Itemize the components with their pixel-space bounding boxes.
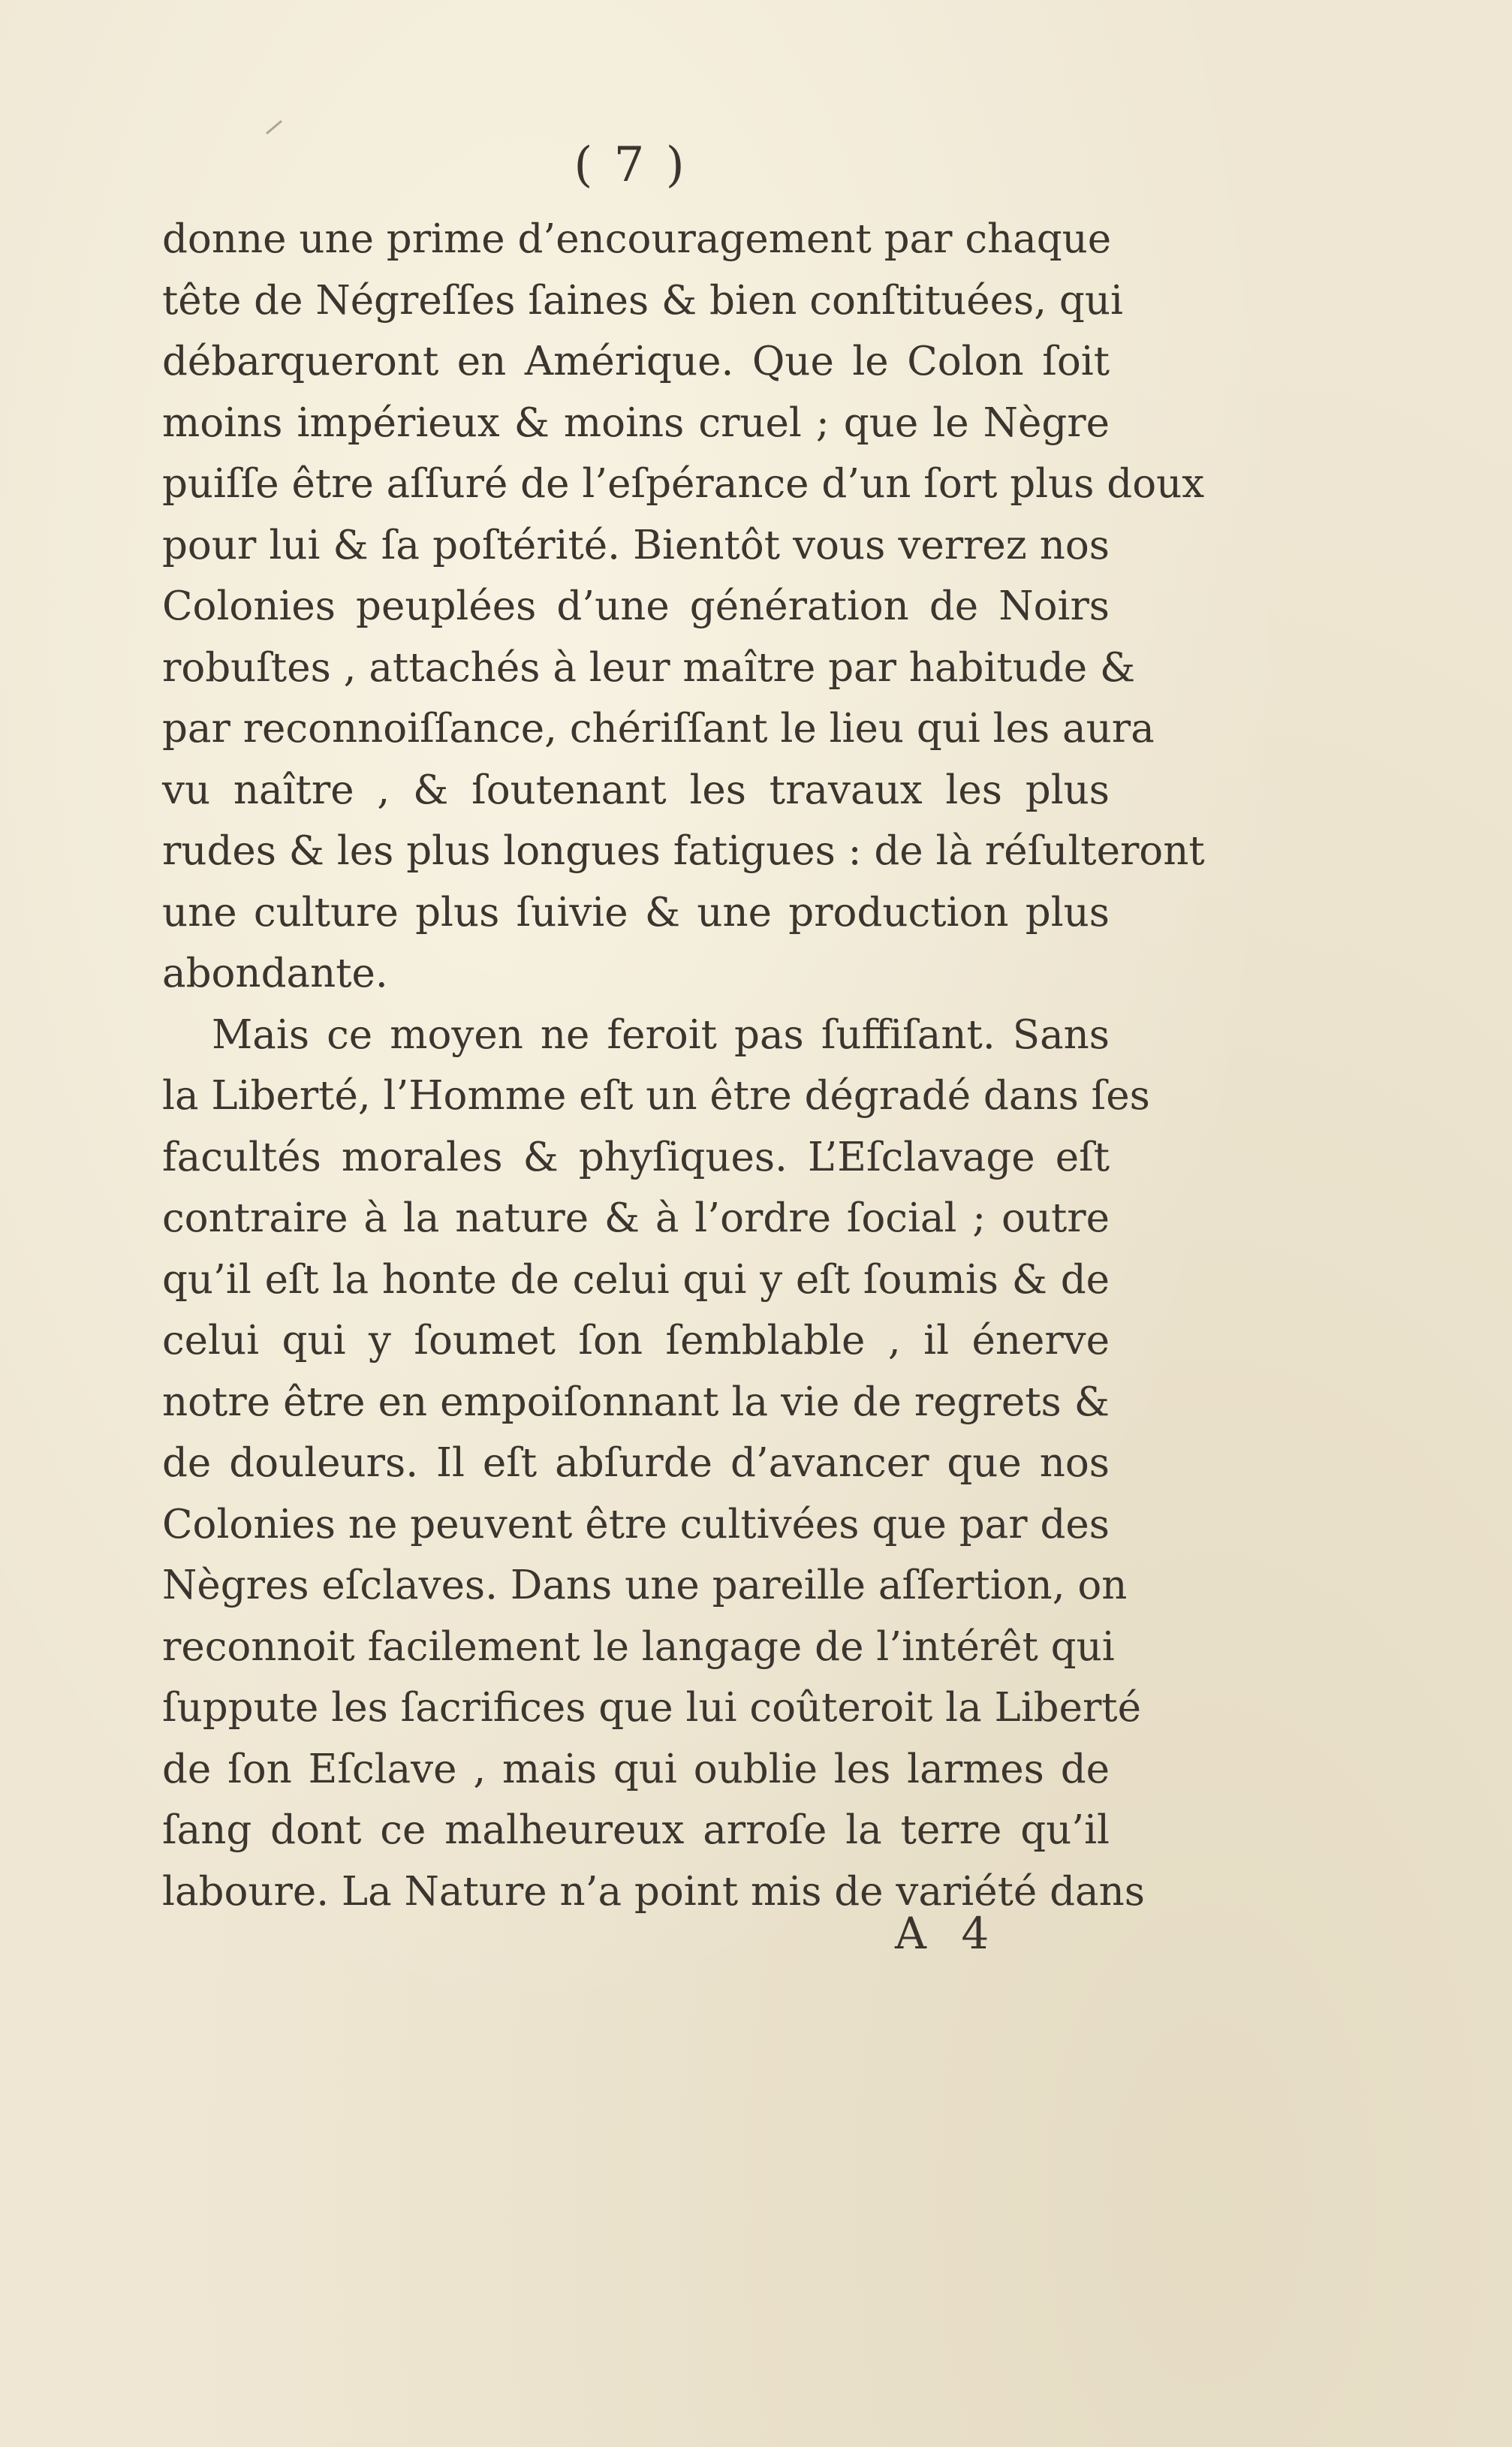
text-line: par reconnoiſſance, chériſſant le lieu qui les aura bbox=[162, 706, 1155, 752]
signature-mark: A 4 bbox=[895, 1908, 1000, 1959]
page-number: ( 7 ) bbox=[574, 137, 688, 193]
text-line: ſang dont ce malheureux arroſe la terre qu’il bbox=[162, 1807, 1110, 1853]
text-line: une culture plus ſuivie & une production plus bbox=[162, 889, 1110, 936]
text-block bbox=[162, 209, 1205, 1922]
text-line: laboure. La Nature n’a point mis de variété dans bbox=[162, 1868, 1145, 1915]
text-line: ſuppute les ſacrifices que lui coûteroit la Liberté bbox=[162, 1685, 1141, 1731]
text-line: robuſtes , attachés à leur maître par habitude & bbox=[162, 644, 1136, 691]
text-line: Colonies peuplées d’une génération de Noirs bbox=[162, 583, 1110, 629]
text-line: de douleurs. Il eſt abſurde d’avancer que nos bbox=[162, 1440, 1110, 1486]
text-line: Mais ce moyen ne feroit pas ſuffiſant. Sans bbox=[212, 1011, 1110, 1058]
text-line: tête de Négreſſes ſaines & bien conſtituées, qui bbox=[162, 277, 1123, 324]
text-line: la Liberté, l’Homme eſt un être dégradé dans ſes bbox=[162, 1073, 1150, 1119]
text-line: celui qui y ſoumet ſon ſemblable , il énerve bbox=[162, 1318, 1110, 1364]
text-line: donne une prime d’encouragement par chaque bbox=[162, 216, 1112, 262]
text-line: vu naître , & ſoutenant les travaux les plus bbox=[162, 767, 1110, 813]
text-line: facultés morales & phyſiques. L’Eſclavage eſt bbox=[162, 1134, 1110, 1180]
text-line: puiſſe être aſſuré de l’eſpérance d’un ſort plus doux bbox=[162, 461, 1205, 507]
text-line: Nègres eſclaves. Dans une pareille aſſertion, on bbox=[162, 1563, 1128, 1608]
text-line: pour lui & ſa poſtérité. Bientôt vous verrez nos bbox=[162, 522, 1110, 568]
text-line: abondante. bbox=[162, 951, 388, 996]
text-line: moins impérieux & moins cruel ; que le Nègre bbox=[162, 399, 1110, 446]
text-line: Colonies ne peuvent être cultivées que par des bbox=[162, 1501, 1110, 1547]
text-line: rudes & les plus longues fatigues : de là réſulteront bbox=[162, 828, 1205, 874]
text-line: reconnoit facilement le langage de l’intérêt qui bbox=[162, 1623, 1115, 1670]
text-line: de ſon Eſclave , mais qui oublie les larmes de bbox=[162, 1746, 1110, 1792]
text-line: débarqueront en Amérique. Que le Colon ſoit bbox=[162, 339, 1110, 384]
text-line: notre être en empoiſonnant la vie de regrets & bbox=[162, 1379, 1110, 1425]
text-line: contraire à la nature & à l’ordre ſocial ; outre bbox=[162, 1195, 1110, 1241]
text-line: qu’il eſt la honte de celui qui y eſt ſoumis & de bbox=[162, 1256, 1110, 1303]
pencil-mark bbox=[266, 120, 282, 134]
